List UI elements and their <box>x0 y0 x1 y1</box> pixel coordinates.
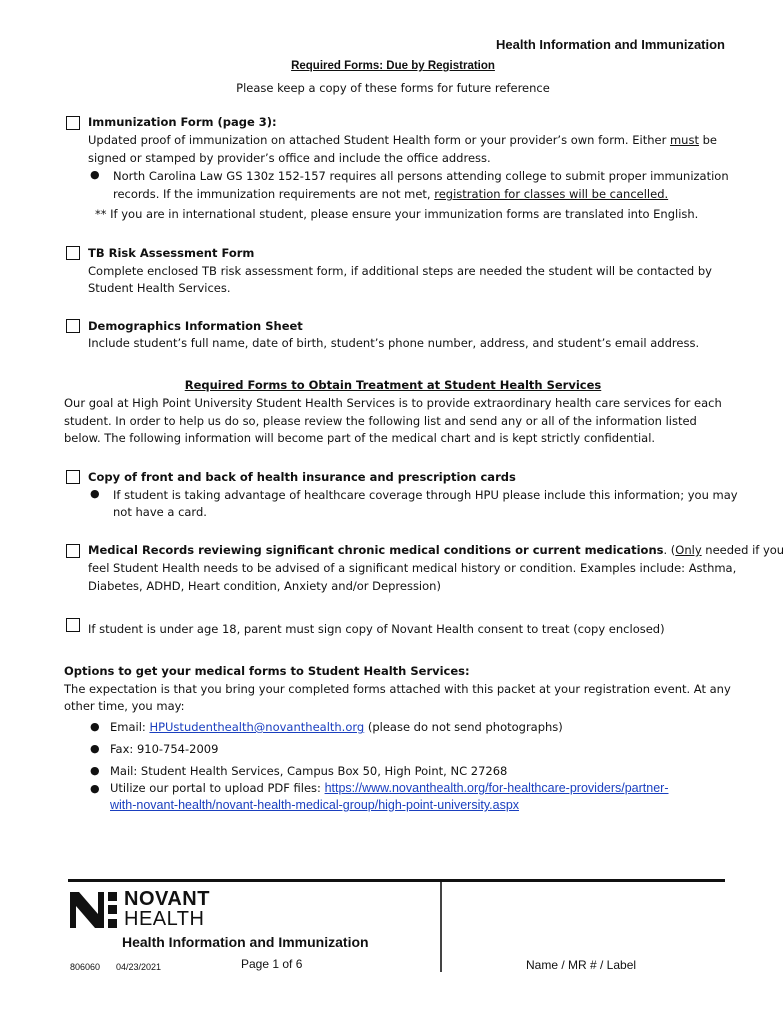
insurance-title: Copy of front and back of health insurance and prescription cards <box>88 470 516 484</box>
footer-page-number: Page 1 of 6 <box>241 957 303 971</box>
section2-heading: Required Forms to Obtain Treatment at Student Health Services <box>184 378 602 392</box>
demographics-line1: Include student’s full name, date of birth, student’s phone number, address, and student’s email address. <box>88 336 700 350</box>
records-checkbox[interactable] <box>66 544 80 558</box>
portal-link[interactable]: https://www.novanthealth.org/for-healthcare-providers/partner- <box>324 781 669 795</box>
tb-title: TB Risk Assessment Form <box>88 246 255 260</box>
email-link[interactable]: HPUstudenthealth@novanthealth.org <box>149 720 365 734</box>
bullet-icon: ● <box>90 487 100 500</box>
bullet-icon: ● <box>90 168 100 181</box>
section2-line3: below. The following information will become part of the medical chart and is kept strictly confidential. <box>64 431 656 445</box>
tb-line1: Complete enclosed TB risk assessment form, if additional steps are needed the student will be contacted by <box>88 264 712 278</box>
insurance-checkbox[interactable] <box>66 470 80 484</box>
options-line1: The expectation is that you bring your completed forms attached with this packet at your registration event. At any <box>64 682 731 696</box>
options-fax: Fax: 910-754-2009 <box>110 742 219 756</box>
demographics-checkbox[interactable] <box>66 319 80 333</box>
options-mail: Mail: Student Health Services, Campus Box 50, High Point, NC 27268 <box>110 764 508 778</box>
records-line2: feel Student Health needs to be advised of a significant medical history or condition. Examples include: Asthma, <box>88 561 737 575</box>
footer-date: 04/23/2021 <box>116 962 162 972</box>
section1-subheading: Please keep a copy of these forms for future reference <box>236 81 550 95</box>
demographics-title: Demographics Information Sheet <box>88 319 303 333</box>
options-portal-line2 <box>110 797 519 815</box>
records-line1: Medical Records reviewing significant chronic medical conditions or current medications. (Only needed if you <box>88 543 784 557</box>
insurance-bullet-line1: If student is taking advantage of healthcare coverage through HPU please include this information; you may <box>113 488 738 502</box>
options-title: Options to get your medical forms to Student Health Services: <box>64 664 470 678</box>
logo-wordmark-top: NOVANT <box>124 888 210 910</box>
footer-rule <box>68 879 725 882</box>
immunization-bullet-line2: records. If the immunization requirements are not met, registration for classes will be cancelled. <box>113 187 669 201</box>
section2-line1: Our goal at High Point University Student Health Services is to provide extraordinary health care services for each <box>64 396 722 410</box>
options-portal-line1: Utilize our portal to upload PDF files: https://www.novanthealth.org/for-healthcare-providers/partner- <box>110 781 669 795</box>
bullet-icon: ● <box>90 720 100 733</box>
footer-form-number: 806060 <box>70 962 101 972</box>
logo-wordmark-bottom: HEALTH <box>124 908 205 930</box>
header-title: Health Information and Immunization <box>496 37 725 52</box>
options-email: Email: HPUstudenthealth@novanthealth.org (please do not send photographs) <box>110 720 563 734</box>
footer-label-field: Name / MR # / Label <box>526 958 637 972</box>
insurance-bullet-line2: not have a card. <box>113 505 207 519</box>
immunization-title: Immunization Form (page 3): <box>88 115 277 129</box>
section2-line2: student. In order to help us do so, please review the following list and send any or all of the information listed <box>64 414 697 428</box>
tb-checkbox[interactable] <box>66 246 80 260</box>
bullet-icon: ● <box>90 764 100 777</box>
immunization-line2: signed or stamped by provider’s office and include the office address. <box>88 151 491 165</box>
footer-title: Health Information and Immunization <box>122 934 369 950</box>
immunization-line1: Updated proof of immunization on attached Student Health form or your provider’s own form. Either must be <box>88 133 717 147</box>
immunization-note: ** If you are in international student, please ensure your immunization forms are translated into English. <box>95 207 699 221</box>
immunization-bullet-line1: North Carolina Law GS 130z 152-157 requires all persons attending college to submit proper immunization <box>113 169 729 183</box>
bullet-icon: ● <box>90 782 100 795</box>
tb-line2: Student Health Services. <box>88 281 231 295</box>
records-line3: Diabetes, ADHD, Heart condition, Anxiety and/or Depression) <box>88 579 441 593</box>
section1-heading: Required Forms: Due by Registration <box>291 60 495 72</box>
novant-logo <box>70 890 270 930</box>
footer-divider <box>440 882 442 972</box>
options-line2: other time, you may: <box>64 699 185 713</box>
portal-link-continued[interactable]: with-novant-health/novant-health-medical-group/high-point-university.aspx <box>110 798 520 812</box>
immunization-checkbox[interactable] <box>66 116 80 130</box>
novant-n-mark-icon <box>70 892 118 928</box>
minor-text: If student is under age 18, parent must sign copy of Novant Health consent to treat (copy enclosed) <box>88 622 665 636</box>
minor-checkbox[interactable] <box>66 618 80 632</box>
bullet-icon: ● <box>90 742 100 755</box>
